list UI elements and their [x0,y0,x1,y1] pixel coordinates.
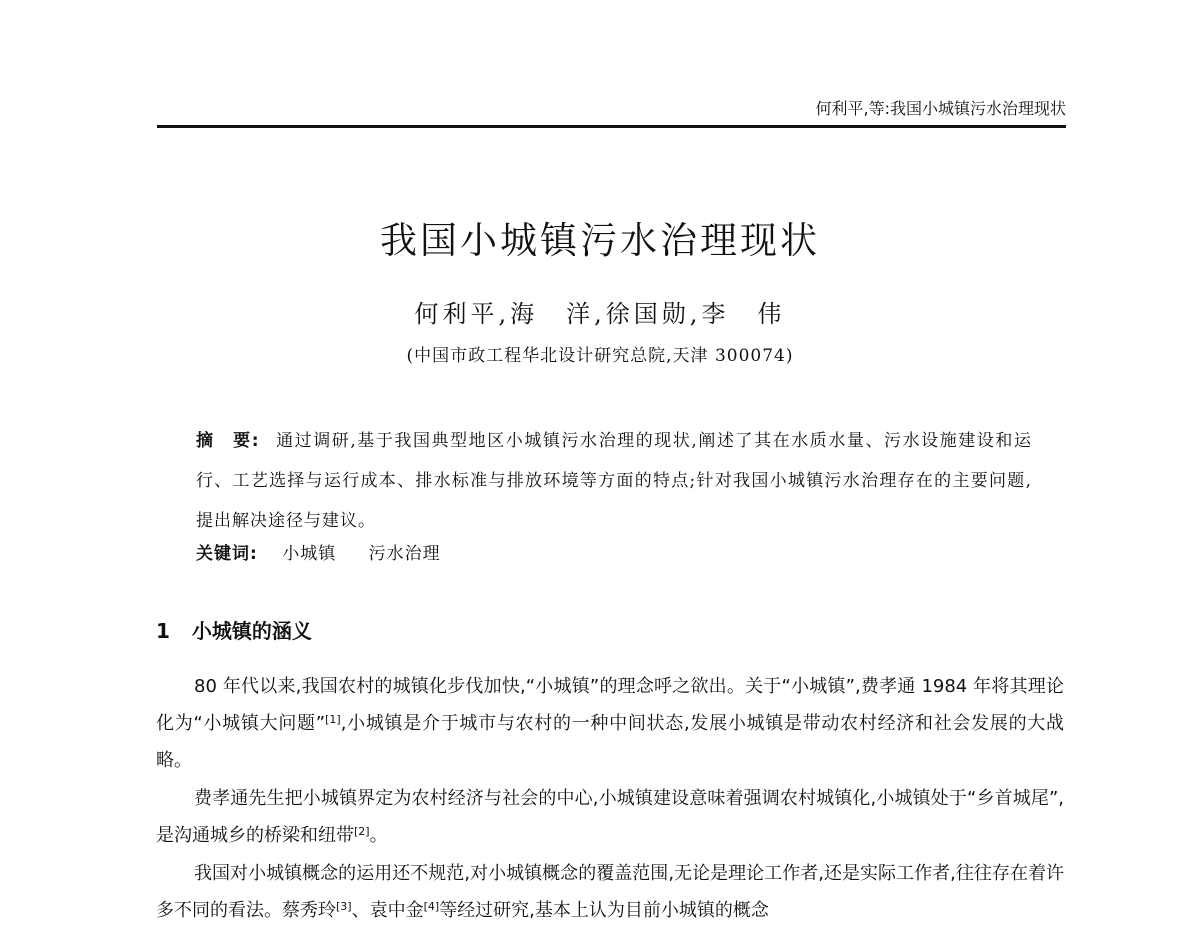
paragraph-text: 等经过研究,基本上认为目前小城镇的概念 [439,900,769,921]
keyword: 小城镇 [282,544,337,564]
paragraph-text: 。 [369,825,388,846]
abstract-text: 通过调研,基于我国典型地区小城镇污水治理的现状,阐述了其在水质水量、污水设施建设和运行、工艺选择与运行成本、排水标准与排放环境等方面的特点;针对我国小城镇污水治理存在的主要问题,提出解决途径与建议。 [196,431,1032,531]
paper-title: 我国小城镇污水治理现状 [380,219,820,262]
paragraph-text: ,小城镇是介于城市与农村的一种中间状态,发展小城镇是带动农村经济和社会发展的大战略。 [156,713,1064,771]
keyword: 污水治理 [368,544,441,564]
paragraph-text: 、袁中金 [351,900,424,921]
affiliation: (中国市政工程华北设计研究总院,天津 300074) [406,346,794,366]
abstract-label: 摘 要: [196,431,260,451]
paragraph-text: 我国对小城镇概念的运用还不规范,对小城镇概念的覆盖范围,无论是理论工作者,还是实际工作者,往往存在着许多不同的看法。蔡秀玲 [156,863,1064,921]
body-text [156,668,1064,930]
citation: [1] [325,713,341,726]
section-number: 1 [156,619,170,643]
section-heading [156,615,312,644]
paragraph [156,855,1064,929]
paragraph [156,780,1064,854]
section-title: 小城镇的涵义 [191,619,312,643]
paragraph [156,668,1064,779]
header-rule [157,125,1066,128]
keywords-label: 关键词: [196,544,258,564]
paragraph-text: 80 年代以来,我国农村的城镇化步伐加快,“小城镇”的理念呼之欲出。关于“小城镇”,费孝通 1984 年将其理论化为“小城镇大问题” [156,676,1064,734]
abstract [196,421,1032,541]
citation: [3] [336,900,352,913]
running-head: 何利平,等:我国小城镇污水治理现状 [815,99,1066,118]
citation: [2] [354,825,370,838]
authors: 何利平,海 洋,徐国勋,李 伟 [414,300,786,328]
paragraph-text: 费孝通先生把小城镇界定为农村经济与社会的中心,小城镇建设意味着强调农村城镇化,小城镇处于“乡首城尾”,是沟通城乡的桥梁和纽带 [156,788,1064,846]
keywords [196,539,467,564]
citation: [4] [423,900,440,913]
